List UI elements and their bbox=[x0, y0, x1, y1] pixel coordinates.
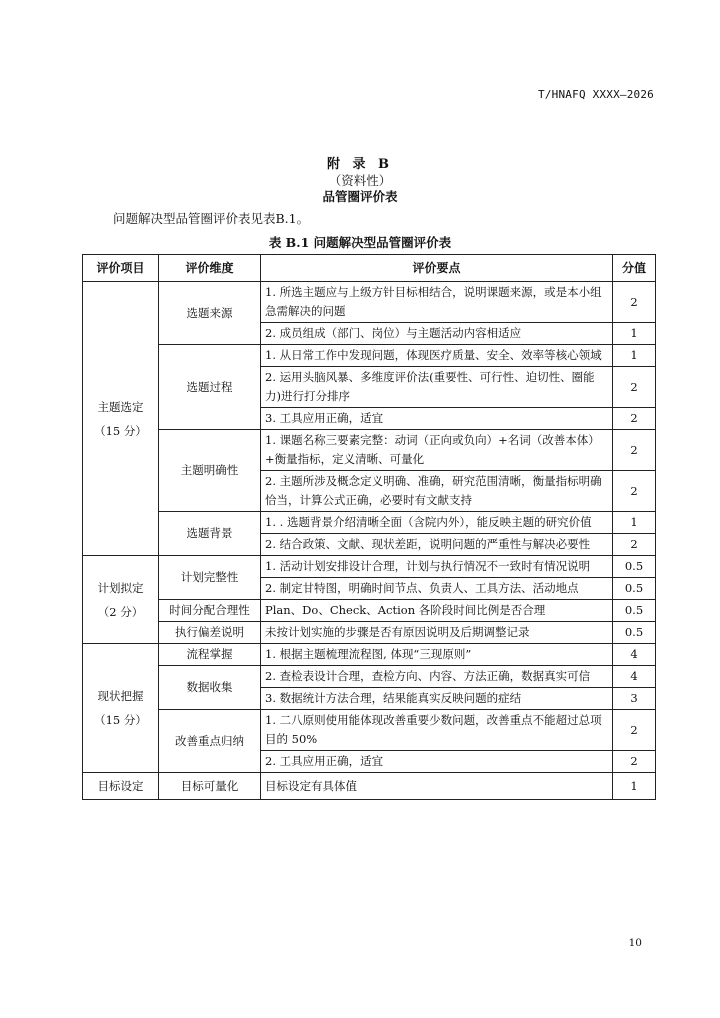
score-cell: 2 bbox=[613, 471, 656, 512]
requirement-cell: 2. 制定甘特图，明确时间节点、负责人、工具方法、活动地点 bbox=[261, 578, 613, 600]
score-cell: 2 bbox=[613, 430, 656, 471]
requirement-cell: Plan、Do、Check、Action 各阶段时间比例是否合理 bbox=[261, 600, 613, 622]
requirement-cell: 2. 运用头脑风暴、多维度评价法(重要性、可行性、迫切性、圈能力)进行打分排序 bbox=[261, 367, 613, 408]
score-cell: 0.5 bbox=[613, 600, 656, 622]
table-row bbox=[83, 556, 656, 578]
intro-text: 问题解决型品管圈评价表见表B.1。 bbox=[113, 211, 310, 226]
score-cell: 2 bbox=[613, 751, 656, 773]
score-cell: 4 bbox=[613, 666, 656, 688]
header-project: 评价项目 bbox=[83, 255, 159, 282]
annex-title: 附 录 B bbox=[326, 157, 394, 172]
project-cell bbox=[83, 282, 159, 556]
score-cell: 4 bbox=[613, 644, 656, 666]
score-cell: 0.5 bbox=[613, 622, 656, 644]
table-row bbox=[83, 622, 656, 644]
requirement-cell: 1. . 选题背景介绍清晰全面（含院内外），能反映主题的研究价值 bbox=[261, 512, 613, 534]
requirement-cell: 1. 根据主题梳理流程图, 体现“三现原则” bbox=[261, 644, 613, 666]
project-name: 计划拟定 bbox=[97, 580, 144, 595]
table-caption: 表 B.1 问题解决型品管圈评价表 bbox=[268, 235, 452, 250]
score-cell: 0.5 bbox=[613, 556, 656, 578]
table-row bbox=[83, 600, 656, 622]
requirement-cell: 2. 查检表设计合理，查检方向、内容、方法正确，数据真实可信 bbox=[261, 666, 613, 688]
project-points: （2 分） bbox=[97, 604, 144, 619]
score-cell: 2 bbox=[613, 408, 656, 430]
score-cell: 0.5 bbox=[613, 578, 656, 600]
table-row bbox=[83, 512, 656, 534]
annex-subtitle: （资料性） bbox=[328, 173, 392, 188]
requirement-cell: 未按计划实施的步骤是否有原因说明及后期调整记录 bbox=[261, 622, 613, 644]
requirement-cell: 1. 所选主题应与上级方针目标相结合，说明课题来源，或是本小组急需解决的问题 bbox=[261, 282, 613, 323]
project-cell bbox=[83, 773, 159, 800]
score-cell: 2 bbox=[613, 710, 656, 751]
requirement-cell: 2. 工具应用正确，适宜 bbox=[261, 751, 613, 773]
dimension-cell: 选题背景 bbox=[159, 512, 261, 556]
dimension-cell: 改善重点归纳 bbox=[159, 710, 261, 773]
score-cell: 1 bbox=[613, 345, 656, 367]
table-row bbox=[83, 345, 656, 367]
dimension-cell: 执行偏差说明 bbox=[159, 622, 261, 644]
table-row bbox=[83, 773, 656, 800]
header-requirements: 评价要点 bbox=[261, 255, 613, 282]
project-name: 主题选定 bbox=[97, 399, 144, 414]
dimension-cell: 流程掌握 bbox=[159, 644, 261, 666]
dimension-cell: 数据收集 bbox=[159, 666, 261, 710]
score-cell: 1 bbox=[613, 773, 656, 800]
requirement-cell: 1. 二八原则使用能体现改善重要少数问题，改善重点不能超过总项目的 50% bbox=[261, 710, 613, 751]
table-row bbox=[83, 430, 656, 471]
requirement-cell: 1. 课题名称三要素完整：动词（正向或负向）+名词（改善本体）+衡量指标，定义清晰、可量化 bbox=[261, 430, 613, 471]
dimension-cell: 选题来源 bbox=[159, 282, 261, 345]
dimension-cell: 目标可量化 bbox=[159, 773, 261, 800]
table-row bbox=[83, 644, 656, 666]
table-header-row bbox=[83, 255, 656, 282]
table-row bbox=[83, 282, 656, 323]
score-cell: 3 bbox=[613, 688, 656, 710]
project-points: （15 分） bbox=[94, 423, 147, 438]
table-body bbox=[83, 282, 656, 800]
requirement-cell: 3. 数据统计方法合理，结果能真实反映问题的症结 bbox=[261, 688, 613, 710]
project-points: （15 分） bbox=[94, 713, 147, 727]
dimension-cell: 计划完整性 bbox=[159, 556, 261, 600]
header-dimension: 评价维度 bbox=[159, 255, 261, 282]
project-name: 目标设定 bbox=[97, 779, 144, 793]
dimension-cell: 时间分配合理性 bbox=[159, 600, 261, 622]
page-number: 10 bbox=[628, 937, 642, 949]
annex-name: 品管圈评价表 bbox=[322, 189, 398, 204]
requirement-cell: 2. 结合政策、文献、现状差距，说明问题的严重性与解决必要性 bbox=[261, 534, 613, 556]
table-row bbox=[83, 710, 656, 751]
project-cell bbox=[83, 644, 159, 773]
score-cell: 2 bbox=[613, 282, 656, 323]
score-cell: 1 bbox=[613, 512, 656, 534]
project-cell bbox=[83, 556, 159, 644]
header-score: 分值 bbox=[613, 255, 656, 282]
requirement-cell: 目标设定有具体值 bbox=[261, 773, 613, 800]
document-code: T/HNAFQ XXXX—2026 bbox=[538, 88, 654, 101]
table-row bbox=[83, 666, 656, 688]
evaluation-table bbox=[82, 254, 656, 800]
requirement-cell: 2. 主题所涉及概念定义明确、准确，研究范围清晰，衡量指标明确恰当，计算公式正确，必要时有文献支持 bbox=[261, 471, 613, 512]
score-cell: 2 bbox=[613, 534, 656, 556]
requirement-cell: 1. 活动计划安排设计合理，计划与执行情况不一致时有情况说明 bbox=[261, 556, 613, 578]
dimension-cell: 主题明确性 bbox=[159, 430, 261, 512]
project-name: 现状把握 bbox=[97, 689, 144, 703]
requirement-cell: 3. 工具应用正确，适宜 bbox=[261, 408, 613, 430]
requirement-cell: 1. 从日常工作中发现问题，体现医疗质量、安全、效率等核心领域 bbox=[261, 345, 613, 367]
score-cell: 2 bbox=[613, 367, 656, 408]
score-cell: 1 bbox=[613, 323, 656, 345]
requirement-cell: 2. 成员组成（部门、岗位）与主题活动内容相适应 bbox=[261, 323, 613, 345]
dimension-cell: 选题过程 bbox=[159, 345, 261, 430]
